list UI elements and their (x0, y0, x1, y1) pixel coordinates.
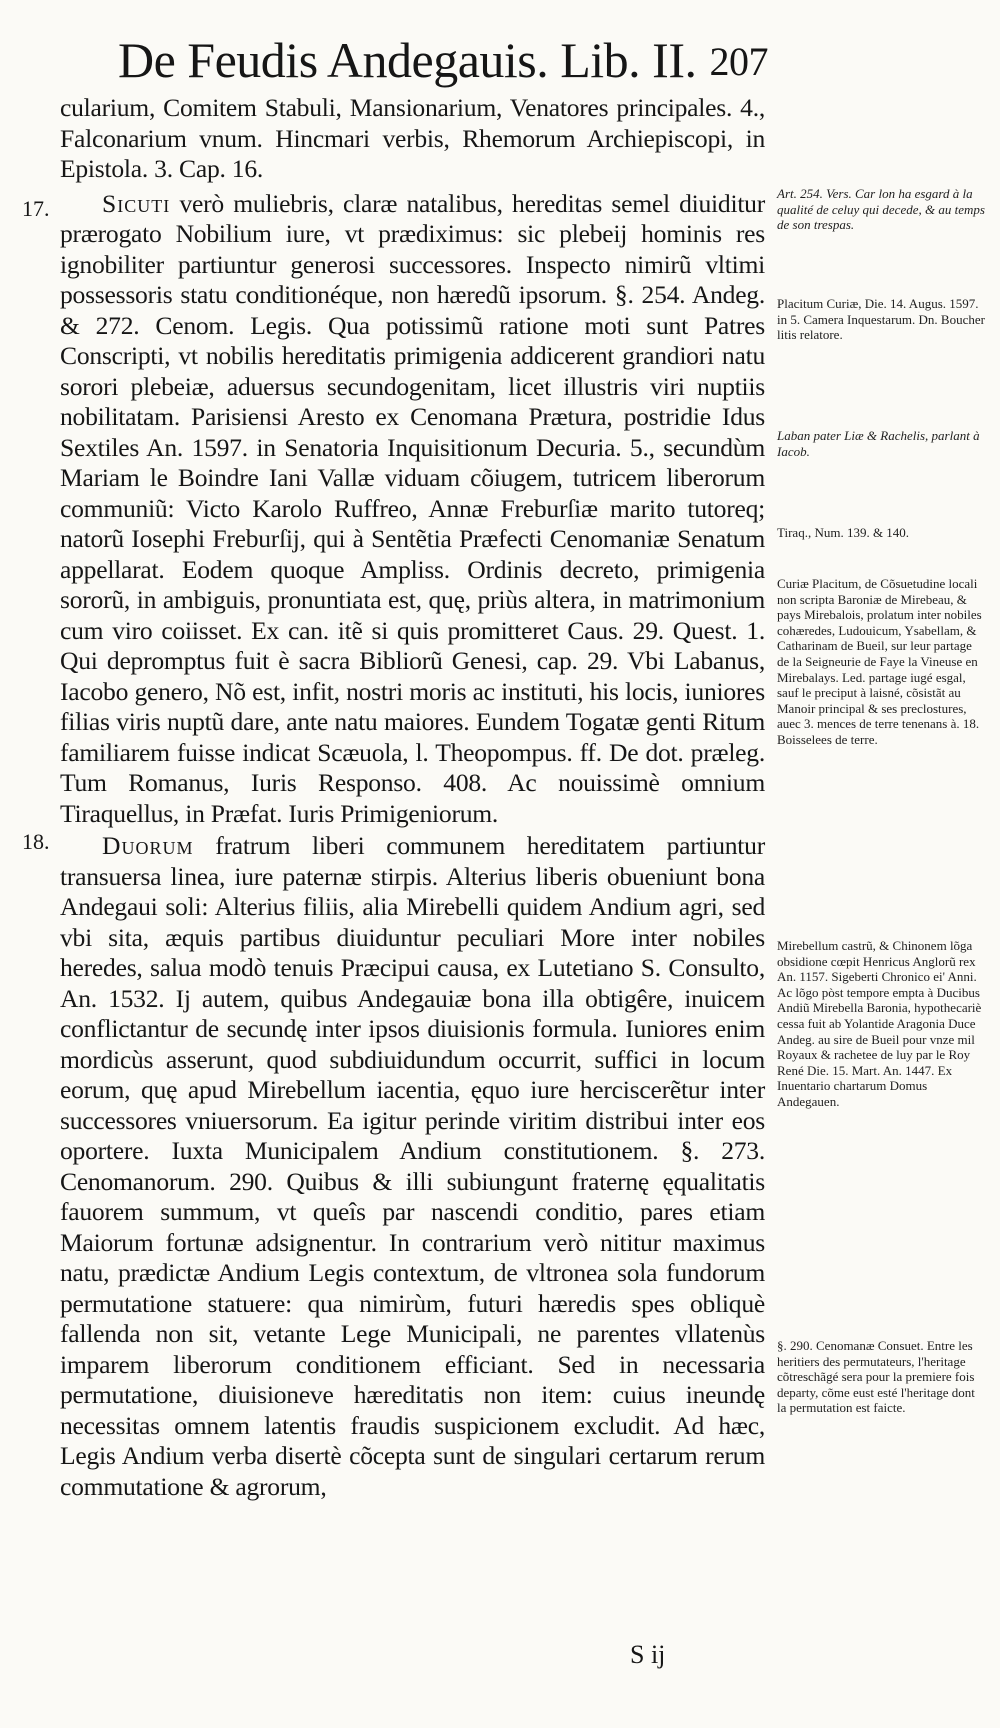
margin-note (777, 938, 987, 1110)
margin-note-text: §. 290. Cenomanæ Consuet. Entre les heritiers des permutateurs, l'heritage cõtreschãgé sera pour la premiere fois departy, cõme eust esté l'heritage dont la permutation est faicte. (777, 1338, 975, 1416)
margin-note-text: Placitum Curiæ, Die. 14. Augus. 1597. in 5. Camera Inquestarum. Dn. Boucher litis relatore. (777, 296, 985, 343)
margin-note (777, 1338, 987, 1416)
main-text-column (60, 93, 765, 1502)
paragraph-lead-word: Duorum (102, 831, 194, 860)
margin-note (777, 186, 987, 233)
margin-note (777, 576, 987, 748)
paragraph-number-18: 18. (22, 829, 50, 854)
paragraph-text: cularium, Comitem Stabuli, Mansionarium, Venatores principales. 4., Falconarium vnum. Hincmari verbis, Rhemorum Archiepiscopi, in Epistola. 3. Cap. 16. (60, 93, 765, 183)
running-title: De Feudis Andegauis. Lib. II. (118, 32, 697, 88)
margin-note-text: Tiraq., Num. 139. & 140. (777, 525, 910, 540)
margin-note-text: Laban pater Liæ & Rachelis, parlant à Iacob. (777, 428, 980, 459)
margin-note (777, 296, 987, 343)
margin-note (777, 428, 987, 459)
paragraph-text: fratrum liberi communem hereditatem partiuntur transuersa linea, iure paternæ stirpis. Alterius liberis obueniunt bona Andegaui soli: Alterius filiis, alia Mirebelli quidem Andium agri, sed vbi sita, æquis partibus diuiduntur peculiari More inter nobiles heredes, salua modò tenuis Præcipui causa, ex Lutetiano S. Consulto, An. 1532. Ij autem, quibus Andegauiæ bona illa obtigêre, inuicem conflictantur de secundę inter ipsos diuisionis formula. Iuniores enim mordicùs asserunt, quod subdiuidundum occurrit, suffici in locum eorum, quę apud Mirebellum iacentia, ęquo iure herciscerẽtur inter successores vniuersorum. Ea igitur perinde viritim distribui inter eos oportere. Iuxta Municipalem Andium constitutionem. §. 273. Cenomanorum. 290. Quibus & illi subiungunt fraternę ęqualitatis fauorem summum, vt queîs par nascendi conditio, pares etiam Maiorum fortunæ adsignentur. In contrarium verò nititur maximus natu, prædictæ Andium Legis contextum, de vltronea sola fundorum permutatione statuere: qua nimirùm, futuri hæredis spes obliquè fallenda non sit, vetante Lege Municipali, ne parentes vllatenùs imparem liberorum conditionem efficiant. Sed in necessaria permutatione, diuisioneve hæreditatis non item: cuius ineundę necessitas omnem latentis fraudis suspicionem excludit. Ad hæc, Legis Andium verba disertè cõcepta sunt de singulari certarum rerum commutatione & agrorum, (60, 831, 765, 1501)
paragraph-lead-word: Sicuti (102, 188, 171, 218)
margin-note (777, 525, 987, 541)
paragraph-18 (60, 831, 765, 1502)
paragraph-text: verò muliebris, claræ natalibus, hereditas semel diuiditur prærogato Nobilium iure, vt prædiximus: sic plebeij hominis res ignobiliter partiuntur generosi successores. Inspecto nimirũ vltimi possessoris statu conditionéque, non hæredũ ipsorum. §. 254. Andeg. & 272. Cenom. Legis. Qua potissimũ ratione moti sunt Patres Conscripti, vt nobilis hereditatis primigenia addicerent grandiori natu sorori plebeiæ, aduersus secundogenitam, licet illustris viri nuptiis nobilitatam. Parisiensi Aresto ex Cenomana Prætura, postridie Idus Sextiles An. 1597. in Senatoria Inquisitionum Decuria. 5., secundùm Mariam le Boindre Iani Vallæ viduam cõiugem, tutricem liberorum communiũ: Victo Karolo Ruffreo, Annæ Freburſiæ marito tutoreq; natorũ Iosephi Freburſij, qui à Sentẽtia Præfecti Cenomaniæ Senatum appellarat. Eodem quoque Ampliss. Ordinis decreto, primigenia sororũ, in ambiguis, pronuntiata est, quę, priùs altera, in matrimonium cum viro coiisset. Ex can. itẽ si quis promitteret Caus. 29. Quest. 1. Qui depromptus fuit è sacra Bibliorũ Genesi, cap. 29. Vbi Labanus, Iacobo genero, Nõ est, infit, nostri moris ac instituti, his locis, iuniores filias viris nuptũ dare, ante natu maiores. Eundem Togatæ genti Ritum familiarem fuisse indicat Scæuola, l. Theopompus. ff. De dot. præleg. Tum Romanus, Iuris Responso. 408. Ac nouissimè omnium Tiraquellus, in Præfat. Iuris Primigeniorum. (60, 188, 765, 828)
signature-mark: S ij (630, 1640, 666, 1669)
margin-note-text: Curiæ Placitum, de Cõsuetudine locali non scripta Baroniæ de Mirebeau, & pays Mirebalois, prolatum inter nobiles cohæredes, Ludouicum, Ysabellam, & Catharinam de Bueil, sur leur partage de la Seigneurie de Faye la Vineuse en Mirebalays. Led. partage iugé esgal, sauf le preciput à laisné, cõsistãt au Manoir principal & ses preclostures, auec 3. mences de terre tenenans à. 18. Boisselees de terre. (777, 576, 982, 747)
paragraph-17 (60, 189, 765, 830)
margin-note-text: Art. 254. Vers. Car lon ha esgard à la qualité de celuy qui decede, & au temps de son trespas. (777, 186, 985, 233)
paragraph-number-17: 17. (22, 196, 50, 221)
paragraph-continuation (60, 93, 765, 185)
margin-note-text: Mirebellum castrũ, & Chinonem lõga obsidione cœpit Henricus Anglorũ rex An. 1157. Sigeberti Chronico ei' Anni. Ac lõgo pòst tempore empta à Ducibus Andiũ Mirebella Baronia, hypothecariè cessa fuit ab Yolantide Aragonia Duce Andeg. au sire de Bueil pour vnze mil Royaux & rachetee de luy par le Roy René Die. 15. Mart. An. 1447. Ex Inuentario chartarum Domus Andegauen. (777, 938, 982, 1109)
running-header (118, 30, 768, 90)
page-number: 207 (709, 39, 768, 84)
